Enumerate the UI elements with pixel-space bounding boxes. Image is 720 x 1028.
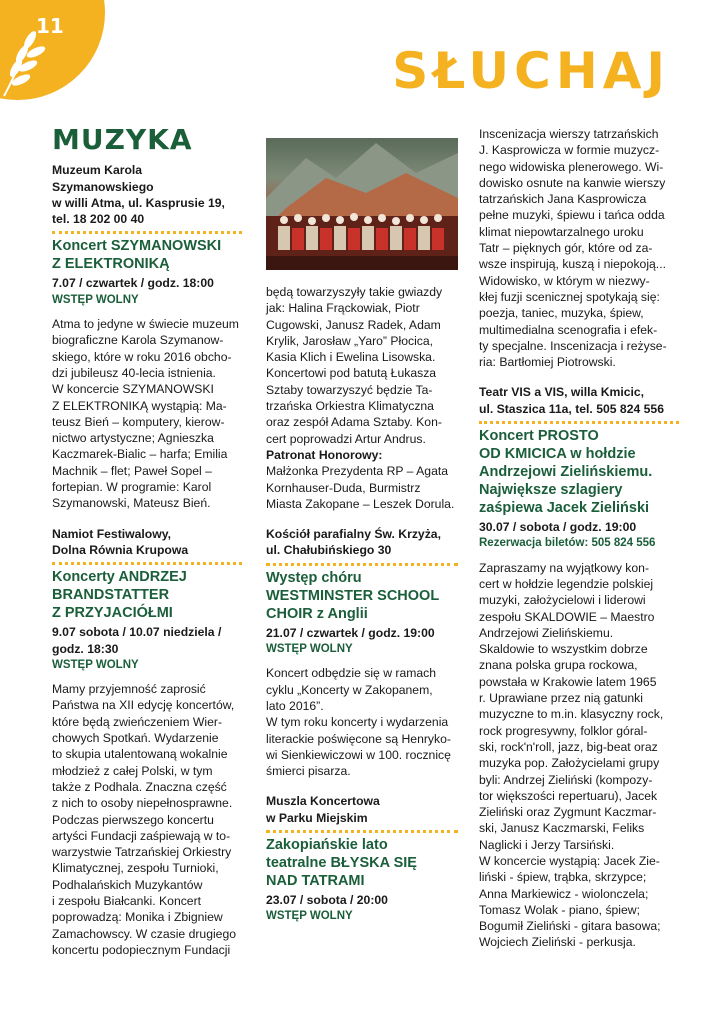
text-line: tor większości repertuaru), Jacek xyxy=(479,788,658,803)
text-line: wsze inspirują, kuszą i niepokoją... xyxy=(479,257,666,272)
text-line: Z ELEKTRONIKĄ wystąpią: Ma- xyxy=(52,398,227,413)
text-line: z nich to osoby niepełnosprawne. xyxy=(52,796,233,811)
event-free-entry: WSTĘP WOLNY xyxy=(266,643,353,656)
text-line: Cugowski, Janusz Radek, Adam xyxy=(266,317,441,332)
text-line: ski, rock'n'roll, jazz, big-beat oraz xyxy=(479,739,658,754)
text-line: muzyczne to m.in. klasyczny rock, xyxy=(479,707,664,722)
page-headline: SŁUCHAJ xyxy=(392,42,670,100)
venue-address xyxy=(479,384,679,417)
venue-address xyxy=(52,162,242,227)
text-line: rock progresywny, folklor góral- xyxy=(479,723,648,738)
text-line: r. Uprawiane przez nią gatunki xyxy=(479,691,643,706)
event-description xyxy=(52,316,242,512)
text-line: W koncercie SZYMANOWSKI xyxy=(52,382,214,397)
venue-line: ul. Staszica 11a, tel. 505 824 556 xyxy=(479,401,664,416)
text-line: Podhalańskich Muzykantów xyxy=(52,877,203,892)
event-description xyxy=(52,681,242,958)
text-line: fortepian. W programie: Karol xyxy=(52,480,212,495)
text-line: Wojciech Zieliński - perkusja. xyxy=(479,935,636,950)
event-date-line: godz. 18:30 xyxy=(52,641,119,656)
page-number: 11 xyxy=(36,14,64,38)
event-title-line: Występ chóru xyxy=(266,569,362,586)
event-title-line: Koncert PROSTO xyxy=(479,428,599,445)
text-line: Podczas pierwszego koncertu xyxy=(52,812,214,827)
text-line: dzi jubileusz 40-lecia istnienia. xyxy=(52,365,216,380)
text-line: Machnik – flet; Paweł Sopel – xyxy=(52,463,212,478)
event-title xyxy=(52,237,242,273)
venue-line: w willi Atma, ul. Kasprusie 19, xyxy=(52,195,225,210)
event-title-line: NAD TATRAMI xyxy=(266,873,365,890)
text-line: nictwo artystyczne; Agnieszka xyxy=(52,431,214,446)
text-line: Kornhauser-Duda, Burmistrz xyxy=(266,480,421,495)
text-line: Andrzejowi Zielińskiemu. xyxy=(479,625,614,640)
section-title: MUZYKA xyxy=(52,123,193,156)
venue-line: Muszla Koncertowa xyxy=(266,794,380,809)
venue-line: ul. Chałubińskiego 30 xyxy=(266,543,392,558)
text-line: tatrzańskich Jana Kasprowicza xyxy=(479,192,647,207)
text-line: to skupia utalentowaną wokalnie xyxy=(52,747,228,762)
event-date: 7.07 / czwartek / godz. 18:00 xyxy=(52,276,214,291)
event-title-line: Największe szlagiery xyxy=(479,482,623,499)
event-title-line: Andrzejowi Zielińskiemu. xyxy=(479,464,653,481)
dotted-divider xyxy=(266,563,458,566)
text-line: poprowadzą: Monika i Zbigniew xyxy=(52,910,223,925)
text-line: Atma to jedyne w świecie muzeum xyxy=(52,317,239,332)
event-title xyxy=(266,836,458,890)
column-2 xyxy=(266,138,458,933)
event-date: 21.07 / czwartek / godz. 19:00 xyxy=(266,625,435,640)
text-line: Tatr – pięknych gór, które od za- xyxy=(479,241,653,256)
text-line: klimat niepowtarzalnego uroku xyxy=(479,224,644,239)
concert-photo-illustration xyxy=(266,138,458,270)
event-free-entry: WSTĘP WOLNY xyxy=(52,293,139,306)
text-line: śmierci pisarza. xyxy=(266,764,351,779)
text-line: byli: Andrzej Zieliński (kompozy- xyxy=(479,772,653,787)
text-line: chowych Spotkań. Wydarzenie xyxy=(52,731,219,746)
text-line: W koncercie wystąpią: Jacek Zie- xyxy=(479,853,660,868)
patronat-label: Patronat Honorowy: xyxy=(266,447,383,462)
text-line: liński - śpiew, trąbka, skrzypce; xyxy=(479,870,647,885)
event-date: 23.07 / sobota / 20:00 xyxy=(266,893,388,908)
text-line: Bogumił Zieliński - gitara basowa; xyxy=(479,919,661,934)
text-line: artyści Fundacji zaśpiewają w to- xyxy=(52,828,231,843)
text-line: nego widowiska plenerowego. Wi- xyxy=(479,159,664,174)
text-line: Klimatycznej, zespołu Turnioki, xyxy=(52,861,219,876)
text-line: cyklu „Koncerty w Zakopanem, xyxy=(266,682,433,697)
text-line: Szymanowski, Mateusz Bień. xyxy=(52,496,211,511)
event-description xyxy=(266,665,458,779)
venue-line: Muzeum Karola Szymanowskiego xyxy=(52,163,154,194)
venue-address xyxy=(52,526,242,559)
dotted-divider xyxy=(52,231,242,234)
dotted-divider xyxy=(266,830,458,833)
event-description xyxy=(266,284,458,447)
ticket-reservation: Rezerwacja biletów: 505 824 556 xyxy=(479,537,656,550)
event-free-entry: WSTĘP WOLNY xyxy=(52,658,139,671)
text-line: Zieliński oraz Zygmunt Kaczmar- xyxy=(479,805,657,820)
text-line: także z Podhala. Znaczna część xyxy=(52,779,227,794)
event-title-line: zaśpiewa Jacek Zieliński xyxy=(479,500,650,517)
text-line: powstała w Krakowie latem 1965 xyxy=(479,674,657,689)
text-line: cert w hołdzie legendzie polskiej xyxy=(479,576,654,591)
text-line: warzystwie Tatrzańskiej Orkiestry xyxy=(52,845,232,860)
text-line: J. Kasprowicza w formie muzycz- xyxy=(479,143,660,158)
event-date xyxy=(52,624,242,657)
venue-line: Teatr VIS a VIS, willa Kmicic, xyxy=(479,385,645,400)
text-line: Małżonka Prezydenta RP – Agata xyxy=(266,464,449,479)
text-line: multimedialna scenografia i efek- xyxy=(479,322,658,337)
event-free-entry: WSTĘP WOLNY xyxy=(266,910,353,923)
event-title-line: OD KMICICA w hołdzie xyxy=(479,446,636,463)
text-line: ski, Janusz Kaczmarski, Feliks xyxy=(479,821,645,836)
dotted-divider xyxy=(479,421,679,424)
text-line: które będą zwieńczeniem Wier- xyxy=(52,714,223,729)
text-line: biograficzne Karola Szymanow- xyxy=(52,333,224,348)
text-line: literackie poświęcone są Henryko- xyxy=(266,731,451,746)
event-title xyxy=(52,568,242,622)
venue-address xyxy=(266,526,458,559)
column-1 xyxy=(52,123,242,972)
text-line: koncertu podopiecznym Fundacji xyxy=(52,942,231,957)
text-line: Anna Markiewicz - wiolonczela; xyxy=(479,886,649,901)
text-line: Koncertowi pod batutą Łukasza xyxy=(266,366,437,381)
text-line: Krylik, Jarosław „Yaro” Płocica, xyxy=(266,333,434,348)
text-line: Koncert odbędzie się w ramach xyxy=(266,666,437,681)
text-line: Skaldowie to wszystkim dobrze xyxy=(479,642,648,657)
text-line: dowisko osnute na kanwie wierszy xyxy=(479,175,666,190)
text-line: Państwa na XII edycję koncertów, xyxy=(52,698,235,713)
text-line: ria: Bartłomiej Piotrowski. xyxy=(479,355,616,370)
text-line: Inscenizacja wierszy tatrzańskich xyxy=(479,127,659,141)
event-title xyxy=(266,569,458,623)
text-line: poezja, taniec, muzyka, śpiew, xyxy=(479,306,644,321)
venue-line: Dolna Równia Krupowa xyxy=(52,542,189,557)
text-line: kłej fuzji scenicznej spotykają się: xyxy=(479,289,660,304)
venue-line: tel. 18 202 00 40 xyxy=(52,212,145,227)
text-line: będą towarzyszyły takie gwiazdy xyxy=(266,285,443,299)
text-line: ty specjalne. Inscenizacja i reżyse- xyxy=(479,338,667,353)
concert-photo xyxy=(266,138,458,270)
column-3 xyxy=(479,126,679,965)
event-description xyxy=(479,126,679,370)
venue-line: Namiot Festiwalowy, xyxy=(52,526,171,541)
text-line: młodzież z całej Polski, w tym xyxy=(52,763,213,778)
venue-line: Kościół parafialny Św. Krzyża, xyxy=(266,527,441,542)
text-line: trzańska Orkiestra Klimatyczna xyxy=(266,399,434,414)
text-line: lato 2016”. xyxy=(266,698,324,713)
text-line: Miasta Zakopane – Leszek Dorula. xyxy=(266,496,455,511)
text-line: Zapraszamy na wyjątkowy kon- xyxy=(479,560,650,575)
text-line: muzyka pop. Założycielami grupy xyxy=(479,756,660,771)
event-title-line: Zakopiańskie lato xyxy=(266,837,388,854)
text-line: pełne muzyki, śpiewu i tańca odda xyxy=(479,208,665,223)
event-date-line: 9.07 sobota / 10.07 niedziela / xyxy=(52,625,222,640)
venue-line: w Parku Miejskim xyxy=(266,810,368,825)
text-line: wi Sienkiewiczowi w 100. rocznicę xyxy=(266,747,451,762)
text-line: cert poprowadzi Artur Andrus. xyxy=(266,431,426,446)
text-line: znana polska grupa rockowa, xyxy=(479,658,638,673)
event-title-line: CHOIR z Anglii xyxy=(266,605,368,622)
text-line: Kaczmarek-Bialic – harfa; Emilia xyxy=(52,447,228,462)
text-line: teusz Bień – komputery, kierow- xyxy=(52,414,225,429)
text-line: Tomasz Wolak - piano, śpiew; xyxy=(479,902,640,917)
dotted-divider xyxy=(52,562,242,565)
event-title-line: Z ELEKTRONIKĄ xyxy=(52,256,170,273)
text-line: oraz zespół Adama Sztaby. Kon- xyxy=(266,415,442,430)
event-title-line: Koncerty ANDRZEJ xyxy=(52,569,187,586)
text-line: skiego, które w roku 2016 obcho- xyxy=(52,349,232,364)
text-line: Widowisko, w którym w niezwy- xyxy=(479,273,650,288)
text-line: W tym roku koncerty i wydarzenia xyxy=(266,715,449,730)
text-line: jak: Halina Frąckowiak, Piotr xyxy=(266,301,420,316)
venue-address xyxy=(266,793,458,826)
event-title-line: teatralne BŁYSKA SIĘ xyxy=(266,855,417,872)
event-description xyxy=(479,560,679,951)
event-title-line: Z PRZYJACIÓŁMI xyxy=(52,605,173,622)
text-line: Zamachowscy. W czasie drugiego xyxy=(52,926,237,941)
text-line: Mamy przyjemność zaprosić xyxy=(52,682,206,697)
text-line: Sztaby towarzyszyć będzie Ta- xyxy=(266,382,433,397)
event-title xyxy=(479,427,679,517)
event-date: 30.07 / sobota / godz. 19:00 xyxy=(479,520,637,535)
event-title-line: BRANDSTATTER xyxy=(52,587,170,604)
text-line: muzyki, założycielowi i liderowi xyxy=(479,593,646,608)
event-title-line: Koncert SZYMANOWSKI xyxy=(52,238,222,255)
text-line: Kasia Klich i Ewelina Lisowska. xyxy=(266,350,436,365)
event-title-line: WESTMINSTER SCHOOL xyxy=(266,587,440,604)
patronat-text xyxy=(266,463,458,512)
text-line: Naglicki i Jerzy Tarsiński. xyxy=(479,837,615,852)
text-line: i zespołu Białcanki. Koncert xyxy=(52,893,202,908)
text-line: zespołu SKALDOWIE – Maestro xyxy=(479,609,655,624)
